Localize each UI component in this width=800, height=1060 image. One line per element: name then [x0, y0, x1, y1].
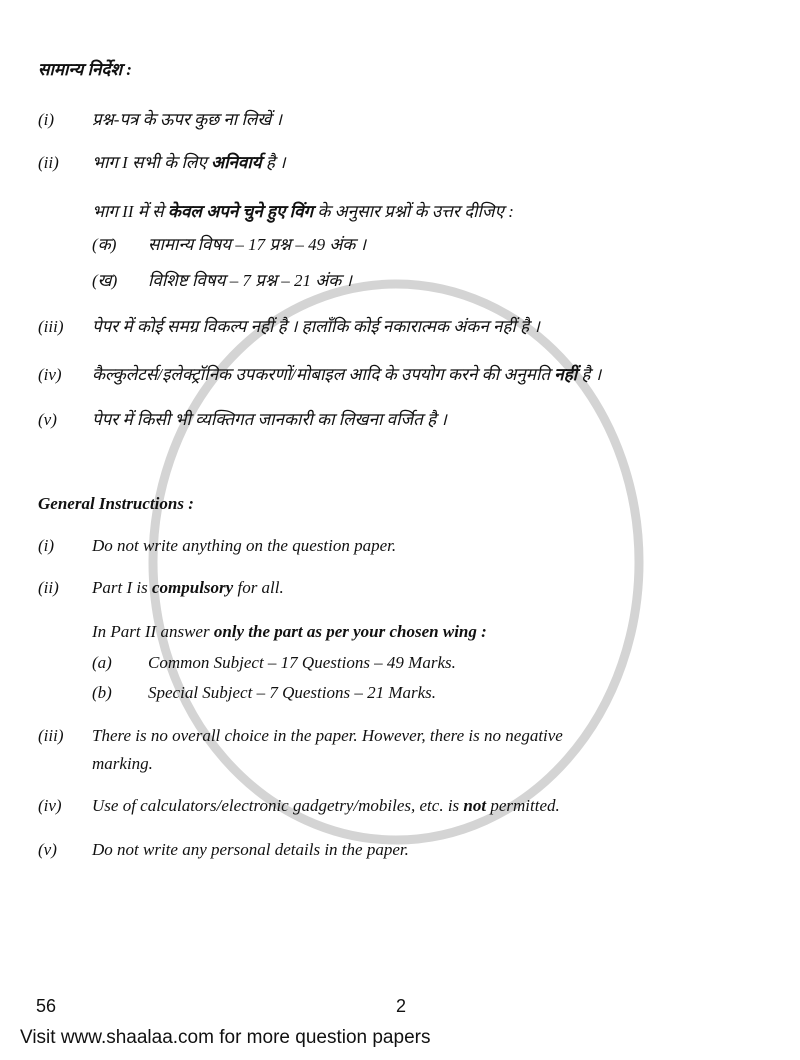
item-number: (iii) [38, 317, 64, 336]
instruction-text [92, 795, 560, 817]
instruction-text [92, 753, 153, 775]
text-segment: Do not write any personal details in the paper. [92, 840, 409, 859]
emphasis-text: अनिवार्य [211, 153, 262, 172]
text-segment: marking. [92, 754, 153, 773]
instruction-text [92, 316, 540, 338]
sub-item-label: (a) [92, 653, 112, 672]
text-segment: भाग I सभी के लिए [92, 153, 212, 172]
sub-item-text: सामान्य विषय – 17 प्रश्न – 49 अंक । [148, 235, 367, 254]
instruction-text [92, 152, 286, 174]
sub-item-text: Common Subject – 17 Questions – 49 Marks. [148, 653, 456, 672]
page-number: 2 [396, 996, 407, 1016]
item-number: (i) [38, 110, 55, 129]
text-segment: है । [261, 153, 286, 172]
text-segment: प्रश्न-पत्र के ऊपर कुछ ना लिखें । [92, 110, 282, 129]
text-segment: Part I is [92, 578, 152, 597]
instruction-text [92, 621, 487, 643]
text-segment: Do not write anything on the question paper. [92, 536, 397, 555]
visit-link[interactable]: Visit www.shaalaa.com for more question papers [20, 1027, 431, 1048]
emphasis-text: नहीं [554, 365, 578, 384]
paper-code: 56 [36, 996, 57, 1016]
hindi-heading: सामान्य निर्देश : [38, 60, 132, 79]
text-segment: पेपर में किसी भी व्यक्तिगत जानकारी का लिखना वर्जित है । [92, 410, 447, 429]
sub-item-label: (b) [92, 683, 112, 702]
instruction-text [92, 364, 601, 386]
text-segment: के अनुसार प्रश्नों के उत्तर दीजिए : [313, 202, 514, 221]
item-number: (ii) [38, 578, 59, 597]
text-segment: Use of calculators/electronic gadgetry/mobiles, etc. is [92, 796, 464, 815]
text-segment: भाग II में से [92, 202, 168, 221]
english-heading: General Instructions : [38, 494, 194, 513]
text-segment: In Part II answer [92, 622, 214, 641]
instruction-text [92, 839, 409, 861]
emphasis-text: compulsory [151, 578, 234, 597]
instruction-text [92, 409, 447, 431]
item-number: (iii) [38, 726, 64, 745]
emphasis-text: only the part as per your chosen wing : [213, 622, 487, 641]
item-number: (iv) [38, 796, 62, 815]
item-number: (v) [38, 410, 57, 429]
text-segment: permitted. [486, 796, 560, 815]
instruction-text [92, 725, 563, 747]
instruction-text [92, 201, 514, 223]
text-segment: for all. [233, 578, 284, 597]
text-segment: है । [577, 365, 602, 384]
instruction-text [92, 535, 396, 557]
text-segment: पेपर में कोई समग्र विकल्प नहीं है । हालाँकि कोई नकारात्मक अंकन नहीं है । [92, 317, 540, 336]
sub-item-text: विशिष्ट विषय – 7 प्रश्न – 21 अंक । [148, 271, 352, 290]
sub-item-label: (क) [92, 235, 117, 254]
item-number: (ii) [38, 153, 59, 172]
instruction-text [92, 577, 284, 599]
item-number: (i) [38, 536, 55, 555]
text-segment: There is no overall choice in the paper. However, there is no negative [92, 726, 563, 745]
sub-item-label: (ख) [92, 271, 118, 290]
emphasis-text: not [463, 796, 487, 815]
item-number: (iv) [38, 365, 62, 384]
instruction-text [92, 109, 282, 131]
sub-item-text: Special Subject – 7 Questions – 21 Marks. [148, 683, 437, 702]
emphasis-text: केवल अपने चुने हुए विंग [167, 202, 314, 221]
text-segment: कैल्कुलेटर्स/इलेक्ट्रॉनिक उपकरणों/मोबाइल आदि के उपयोग करने की अनुमति [92, 365, 555, 384]
item-number: (v) [38, 840, 57, 859]
